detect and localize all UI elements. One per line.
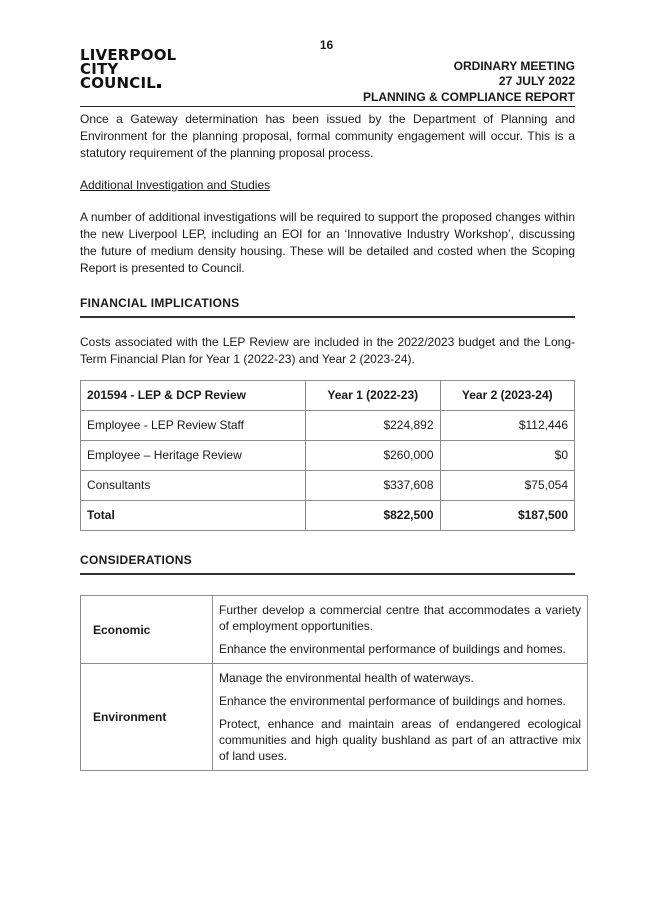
row-label: Consultants (81, 471, 306, 501)
environment-item: Enhance the environmental performance of buildings and homes. (219, 694, 566, 708)
column-header: Year 1 (2022-23) (306, 381, 441, 411)
header-divider (80, 106, 575, 107)
total-year1: $822,500 (306, 501, 441, 531)
subheading-investigation: Additional Investigation and Studies (80, 178, 271, 192)
year2-value: $75,054 (440, 471, 575, 501)
year2-value: $0 (440, 441, 575, 471)
environment-item: Protect, enhance and maintain areas of endangered ecological communities and high quality bushland as part of an attractive mix of land uses. (219, 717, 581, 763)
page-number: 16 (319, 38, 334, 52)
economic-item: Enhance the environmental performance of buildings and homes. (219, 642, 566, 656)
environment-row (81, 664, 588, 771)
total-label: Total (81, 501, 306, 531)
year1-value: $224,892 (306, 411, 441, 441)
logo-line-3: COUNCIL (80, 76, 176, 90)
total-row (81, 501, 575, 531)
economic-item: Further develop a commercial centre that accommodates a variety of employment opportunities. (219, 603, 581, 633)
council-logo (80, 48, 176, 90)
table-row (81, 471, 575, 501)
economic-row (81, 596, 588, 664)
considerations-table (80, 595, 588, 771)
table-row (81, 441, 575, 471)
financial-table (80, 380, 575, 531)
logo-line-2: CITY (80, 60, 119, 78)
environment-description (213, 664, 588, 771)
paragraph-gateway: Once a Gateway determination has been issued by the Department of Planning and Environment for the planning proposal, formal community engagement will occur. This is a statutory requirement of the planning proposal process. (80, 112, 575, 160)
paragraph-investigations: A number of additional investigations will be required to support the proposed changes within the new Liverpool LEP, including an EOI for an ‘Innovative Industry Workshop’, discussing the future of medium density housing. These will be detailed and costed when the Scoping Report is presented to Council. (80, 210, 575, 275)
table-row (81, 411, 575, 441)
table-header-row (81, 381, 575, 411)
total-year2: $187,500 (440, 501, 575, 531)
considerations-heading: CONSIDERATIONS (80, 552, 575, 575)
logo-line-1: LIVERPOOL (80, 46, 177, 64)
financial-implications-heading: FINANCIAL IMPLICATIONS (80, 295, 575, 318)
economic-description (213, 596, 588, 664)
economic-label: Economic (81, 596, 213, 664)
financial-intro: Costs associated with the LEP Review are included in the 2022/2023 budget and the Long-Term Financial Plan for Year 1 (2022-23) and Year 2 (2023-24). (80, 335, 575, 366)
row-label: Employee – Heritage Review (81, 441, 306, 471)
column-header: Year 2 (2023-24) (440, 381, 575, 411)
column-header: 201594 - LEP & DCP Review (81, 381, 306, 411)
page-content (80, 111, 581, 771)
year2-value: $112,446 (440, 411, 575, 441)
meeting-title: ORDINARY MEETING (453, 59, 575, 73)
meeting-date: 27 JULY 2022 (498, 74, 575, 88)
year1-value: $337,608 (306, 471, 441, 501)
logo-dot-icon (157, 84, 161, 88)
year1-value: $260,000 (306, 441, 441, 471)
report-title: PLANNING & COMPLIANCE REPORT (362, 90, 575, 104)
row-label: Employee - LEP Review Staff (81, 411, 306, 441)
meeting-info (454, 59, 575, 89)
environment-label: Environment (81, 664, 213, 771)
environment-item: Manage the environmental health of waterways. (219, 671, 474, 685)
